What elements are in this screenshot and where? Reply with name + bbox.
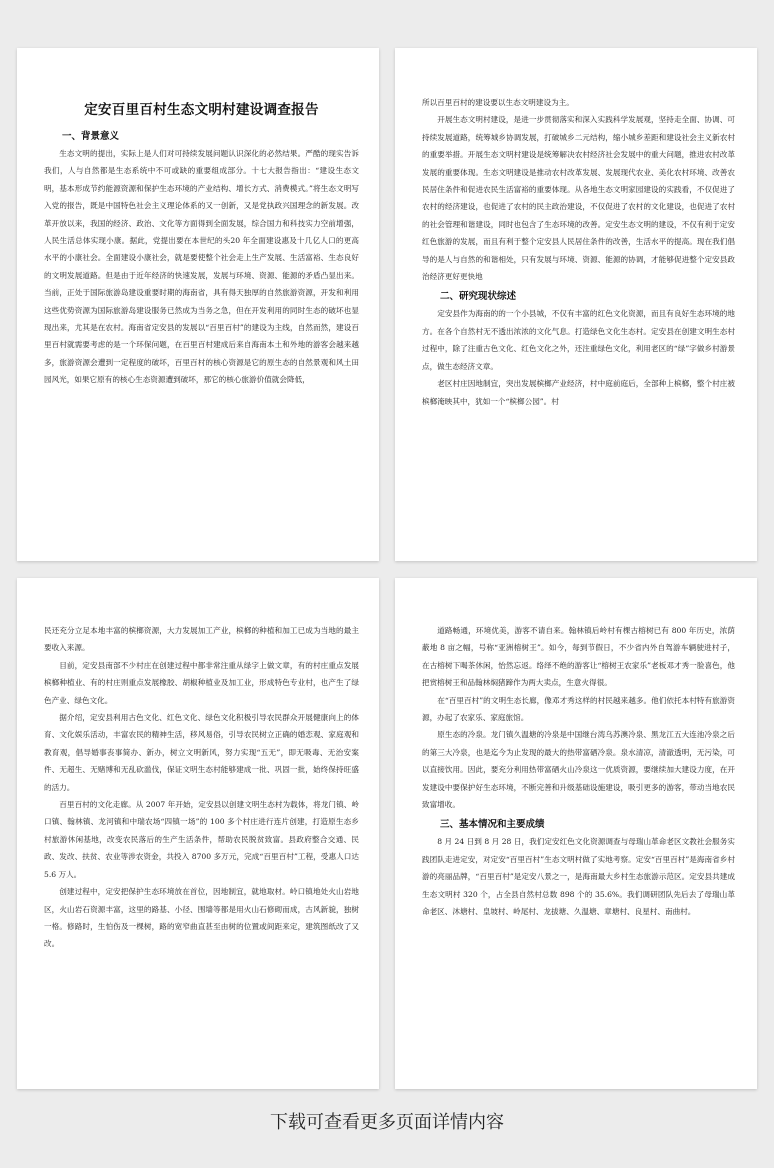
body-paragraph: 开展生态文明村建设，是进一步贯彻落实和深入实践科学发展观，坚持走全面、协调、可持续发展道路，统筹城乡协调发展，打破城乡二元结构，缩小城乡差距和建设社会主义新农村的重要举措。开展生态文明村建设是统筹解决农村经济社会发展中的重大问题，推进农村改革发展的重要体现。生态文明建设是推动农村改革发展、发展现代农业、美化农村环境、改善农民居住条件和促进农民生活富裕的重要体现。从各地生态文明家园建设的实践看，不仅促进了农村的经济建设，也促进了农村的民主政治建设，不仅促进了农村的文化建设，也促进了农村的社会管理和谐建设，同时也包含了生态环境的改善。定安生态文明的建设，不仅有利于定安红色旅游的发展，而且有利于整个定安县人民居住条件的改善，生活水平的提高。现在我们倡导的是人与自然的和谐相处，只有发展与环境、资源、能源的协调，才能够促进整个定安县政治经济更好更快地 — [422, 115, 735, 282]
body-paragraph: 民还充分立足本地丰富的槟榔资源，大力发展加工产业，槟榔的种植和加工已成为当地的最主要收入来源。 — [44, 626, 359, 653]
document-title: 定安百里百村生态文明村建设调查报告 — [84, 102, 319, 118]
body-paragraph: 道路畅通，环境优美，游客不请自来。翰林镇后岭村有棵古榕树已有 800 年历史，浓荫蔽地 8 亩之幅，号称“亚洲榕树王”。如今，每到节假日，不少省内外自驾游车辆驶进村子，在古榕树下喝茶休闲，怡然忘返。络绎不绝的游客让“榕树王农家乐”老板邓才秀一脸喜色，他把赏榕树王和品翰林焖猪蹄作为两大卖点，生意火得很。 — [422, 626, 735, 688]
body-paragraph: 定安县作为海南的的一个小县城，不仅有丰富的红色文化资源，而且有良好生态环境的地方。在各个自然村无不透出浓浓的文化气息。打造绿色文化生态村。定安县在创建文明生态村过程中，除了注重古色文化、红色文化之外，还注重绿色文化，利用老区的“绿”字做乡村游景点，做生态经济文章。 — [422, 309, 735, 371]
download-more-caption[interactable]: 下载可查看更多页面详情内容 — [270, 1112, 504, 1133]
section-heading: 一、背景意义 — [62, 131, 120, 142]
body-paragraph: 老区村庄因地制宜，突出发展槟榔产业经济，村中庭前庭后，全部种上槟榔，整个村庄被槟榔淹映其中，犹如一个“槟榔公园”。村 — [422, 379, 735, 406]
document-page-4 — [395, 578, 757, 1089]
body-paragraph: 百里百村的文化走廊。从 2007 年开始，定安县以创建文明生态村为载体，将龙门镇、岭口镇、翰林镇、龙河镇和中瑞农场“四镇一场”的 100 多个村庄进行连片创建，打造原生态乡村旅游休闲基地，改变农民落后的生产生活条件，帮助农民脱贫致富。县政府整合交通、民政、发改、扶贫、农业等涉农资金，共投入 8700 多万元，完成“百里百村”工程，受惠人口达 5.6 万人。 — [44, 800, 359, 879]
document-page-2 — [395, 48, 757, 561]
document-page-1 — [17, 48, 379, 561]
body-paragraph: 据介绍，定安县利用古色文化、红色文化、绿色文化积极引导农民群众开展健康向上的体育、文化娱乐活动，丰富农民的精神生活，移风易俗，引导农民树立正确的婚恋观、家庭观和教育观，倡导婚事丧事简办、新办，树立文明新风，努力实现“五无”，即无吸毒、无治安案件、无超生、无赌博和无乱砍滥伐，保证文明生态村能够建成一批、巩固一批，始终保持旺盛的活力。 — [44, 713, 359, 792]
body-paragraph: 8 月 24 日到 8 月 28 日，我们定安红色文化资源调查与母瑞山革命老区文教社会服务实践团队走进定安，对定安“百里百村”生态文明村做了实地考察。定安“百里百村”是海南省乡村游的亮丽品牌，“百里百村”是定安八景之一，是海南最大乡村生态旅游示范区。定安县共建成生态文明村 320 个，占全县自然村总数 898 个的 35.6%。我们调研团队先后去了母瑞山革命老区、沐塘村、皇坡村、岭尾村、龙拔塘、久温塘、章塘村、良星村、南曲村。 — [422, 837, 735, 917]
body-paragraph: 所以百里百村的建设要以生态文明建设为主。 — [422, 98, 574, 107]
document-page-3 — [17, 578, 379, 1089]
body-paragraph: 目前，定安县南部不少村庄在创建过程中都非常注重从绿字上做文章，有的村庄重点发展槟榔种植业、有的村庄则重点发展橡胶、胡椒种植业及加工业，形成特色专业村，也产生了绿色产业、绿色文化。 — [44, 660, 359, 705]
section-heading: 二、研究现状综述 — [440, 291, 517, 303]
body-paragraph: 在“百里百村”的文明生态长廊，像邓才秀这样的村民越来越多。他们依托本村特有旅游资源，办起了农家乐、家庭旅馆。 — [422, 695, 735, 723]
body-paragraph: 原生态的冷泉。龙门镇久温塘的冷泉是中国继台湾乌苏澳冷泉、黑龙江五大连池冷泉之后的第三大冷泉，也是迄今为止发现的最大的热带富硒冷泉。泉水清凉，清澈透明，无污染，可以直接饮用。因此，要充分利用热带富硒火山冷泉这一优质资源，要继续加大建设力度，在开发建设中要保护好生态环境，不断完善和升级基础设施建设，吸引更多的游客，带动当地农民致富增收。 — [422, 730, 735, 810]
section-heading: 三、基本情况和主要成绩 — [440, 819, 545, 831]
body-paragraph: 创建过程中，定安把保护生态环境放在首位，因地制宜，就地取材。岭口镇地处火山岩地区，火山岩石资源丰富，这里的路基、小径、围墙等都是用火山石修砌而成，古风新貌，独树一格。修路时，生怕伤及一棵树，路的宽窄曲直甚至由树的位置或间距来定，建筑图纸改了又改。 — [44, 887, 359, 949]
body-paragraph: 生态文明的提出，实际上是人们对可持续发展问题认识深化的必然结果。严酷的现实告诉我们，人与自然都是生态系统中不可或缺的重要组成部分。十七大报告指出：“建设生态文明，基本形成节约能源资源和保护生态环境的产业结构、增长方式、消费模式。”将生态文明写入党的报告，既是中国特色社会主义理论体系的又一创新，又是党执政兴国理念的新发展。改革开放以来，我国的经济、政治、文化等方面得到全面发展，综合国力和科技实力空前增强，人民生活总体实现小康。据此，党提出要在本世纪的头20 年全面建设惠及十几亿人口的更高水平的小康社会。全面建设小康社会，就是要使整个社会走上生产发展、生活富裕、生态良好的文明发展道路。但是由于近年经济的快速发展，发展与环境、资源、能源的矛盾凸显出来。当前，正处于国际旅游岛建设重要时期的海南省，具有得天独厚的自然旅游资源，开发和利用这些优势资源为国际旅游岛建设服务已然成为当务之急，但在开发利用的同时生态的破坏也显现出来，尤其是在农村。海南省定安县的发展以“百里百村”的建设为主线，自然而然，建设百里百村就需要考虑的是一个环保问题，在百里百村建成后来自海南本土和外地的游客会越来越多，旅游资源会遭到一定程度的破坏，百里百村的核心资源是它的原生态的自然景观和风土田园风光，如果它原有的核心生态资源遭到破坏，那它的核心旅游价值就会降低， — [44, 149, 359, 385]
